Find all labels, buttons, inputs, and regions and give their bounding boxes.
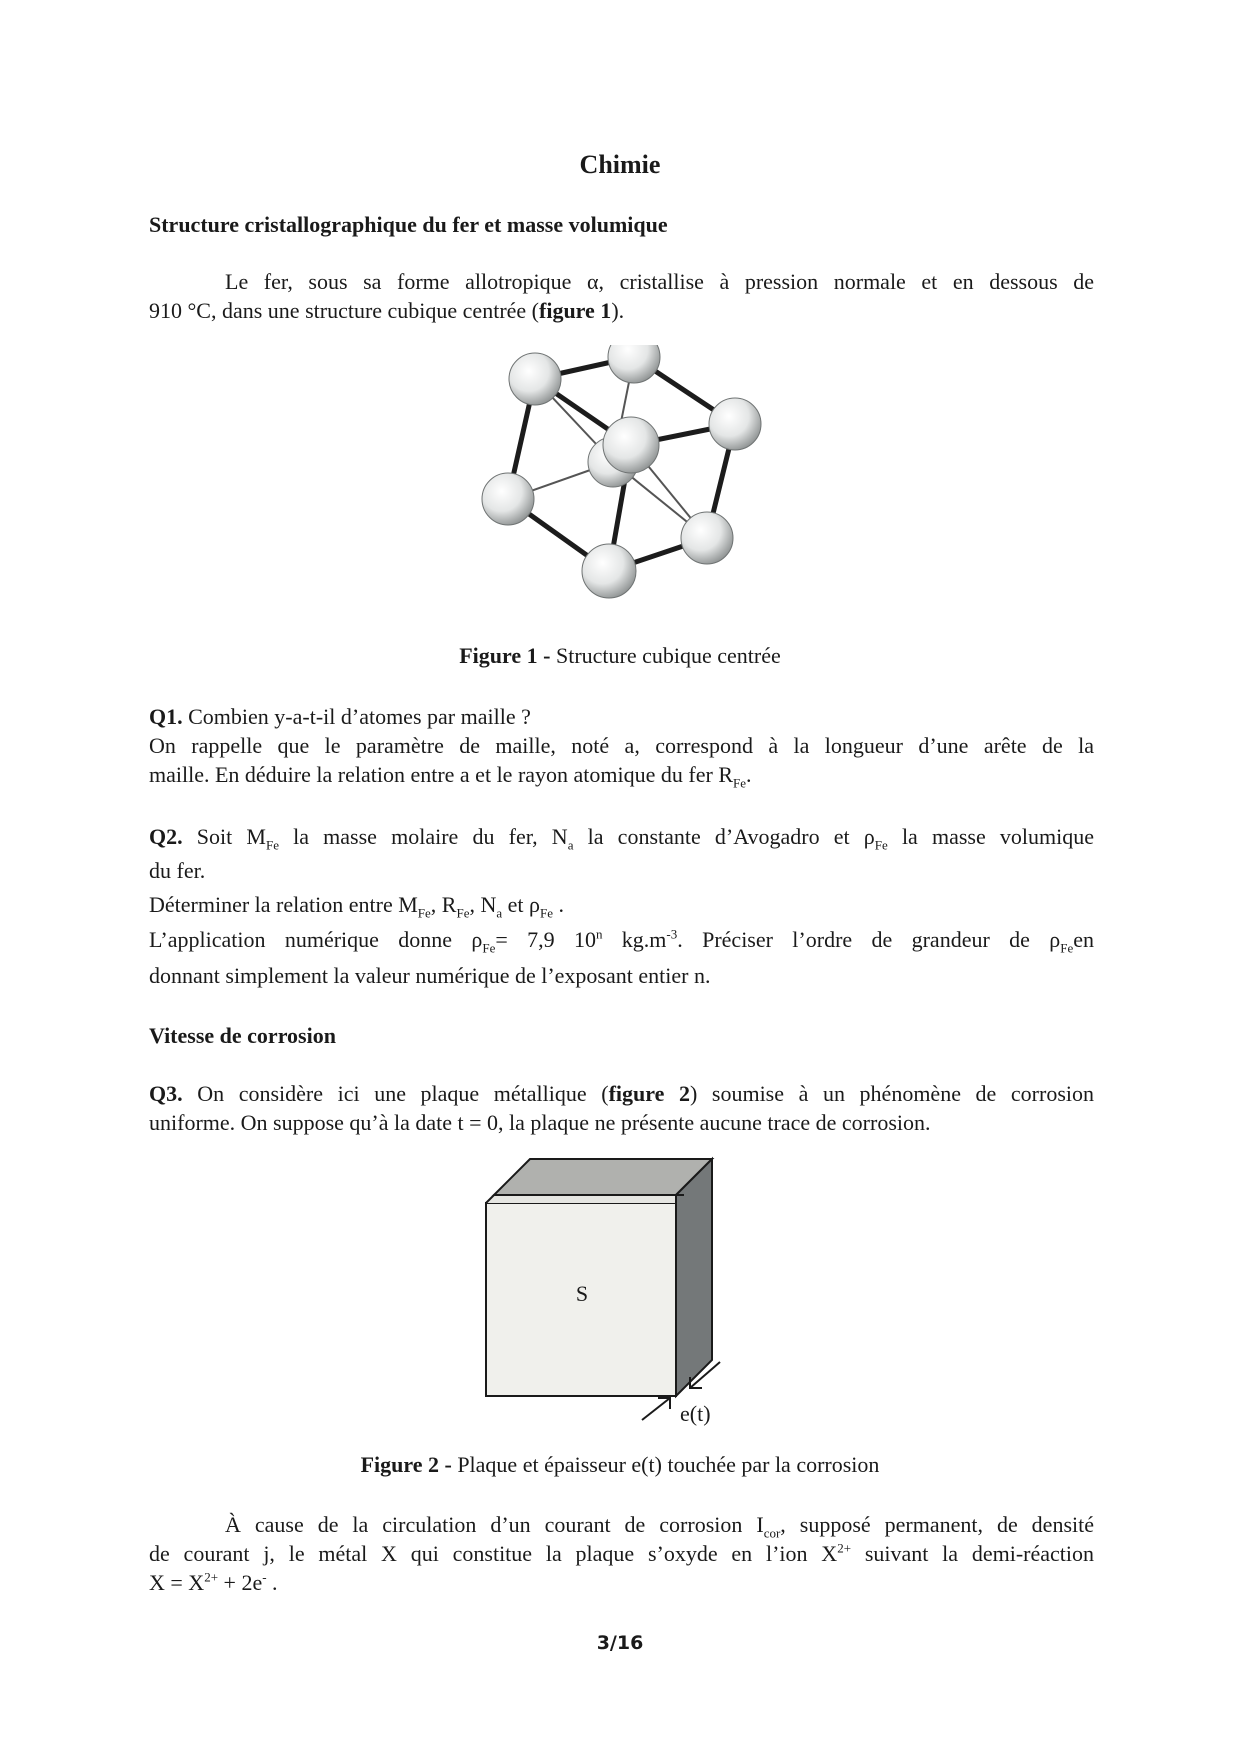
q3-line-1: Q3. On considère ici une plaque métallique (figure 2) soumise à un phénomène de corrosion — [149, 1081, 1095, 1106]
corner-atom — [608, 345, 660, 383]
corner-atom — [603, 417, 659, 473]
bcc-structure-figure — [470, 345, 770, 610]
thickness-label: e(t) — [680, 1401, 711, 1426]
figure-1-caption: Figure 1 - Structure cubique centrée — [459, 643, 781, 668]
surface-label: S — [575, 1281, 589, 1306]
q1-line-1: Q1. Combien y-a-t-il d’atomes par maille ? — [149, 704, 531, 729]
q2-line-5: donnant simplement la valeur numérique de l’exposant entier n. — [149, 963, 711, 988]
section-heading-corrosion: Vitesse de corrosion — [149, 1023, 336, 1048]
q1-line-3: maille. En déduire la relation entre a et le rayon atomique du fer $R_{Fe}$. — [149, 762, 752, 791]
plate-figure — [480, 1155, 740, 1435]
corner-atom — [681, 512, 733, 564]
intro-line-1: Le fer, sous sa forme allotropique α, cristallise à pression normale et en dessous de — [225, 269, 1094, 294]
intro-line-2: 910 °C, dans une structure cubique centrée (figure 1). — [149, 298, 625, 323]
para-line-2: de courant j, le métal X qui constitue la plaque s’oxyde en l’ion $X^{2+}$ suivant la demi-réaction — [149, 1540, 1094, 1566]
figure-2-caption: Figure 2 - Plaque et épaisseur e(t) touchée par la corrosion — [360, 1452, 880, 1477]
q2-line-3: Déterminer la relation entre $M_{Fe}$, $R_{Fe}$, $N_a$ et $\rho_{Fe}$ . — [149, 892, 565, 921]
q2-line-2: du fer. — [149, 858, 206, 883]
page-title: Chimie — [579, 150, 661, 179]
section-heading-structure: Structure cristallographique du fer et masse volumique — [149, 212, 668, 237]
q3-line-2: uniforme. On suppose qu’à la date t = 0, la plaque ne présente aucune trace de corrosion. — [149, 1110, 931, 1135]
corner-atom — [582, 544, 636, 598]
thickness-arrow-out — [642, 1398, 670, 1420]
para-line-3: $X = X^{2+} + 2e^-$ . — [149, 1569, 278, 1595]
q2-line-4: L’application numérique donne $\rho_{Fe}= 7,9$ 10$^n$ $kg.m^{-3}$. Préciser l’ordre de grandeur de $\rho_{Fe}en$ — [149, 926, 1094, 956]
corner-atom — [482, 473, 534, 525]
corner-atom — [709, 398, 761, 450]
para-line-1: À cause de la circulation d’un courant de corrosion $I_{cor}$, supposé permanent, de densité — [225, 1512, 1094, 1541]
q1-line-2: On rappelle que le paramètre de maille, noté a, correspond à la longueur d’une arête de la — [149, 733, 1094, 758]
page-number: 3/16 — [596, 1632, 644, 1654]
corner-atom — [509, 353, 561, 405]
q2-line-1: Q2. Soit $M_{Fe}$ la masse molaire du fer, $N_a$ la constante d’Avogadro et $\rho_{Fe}$ la masse volumique — [149, 824, 1095, 853]
